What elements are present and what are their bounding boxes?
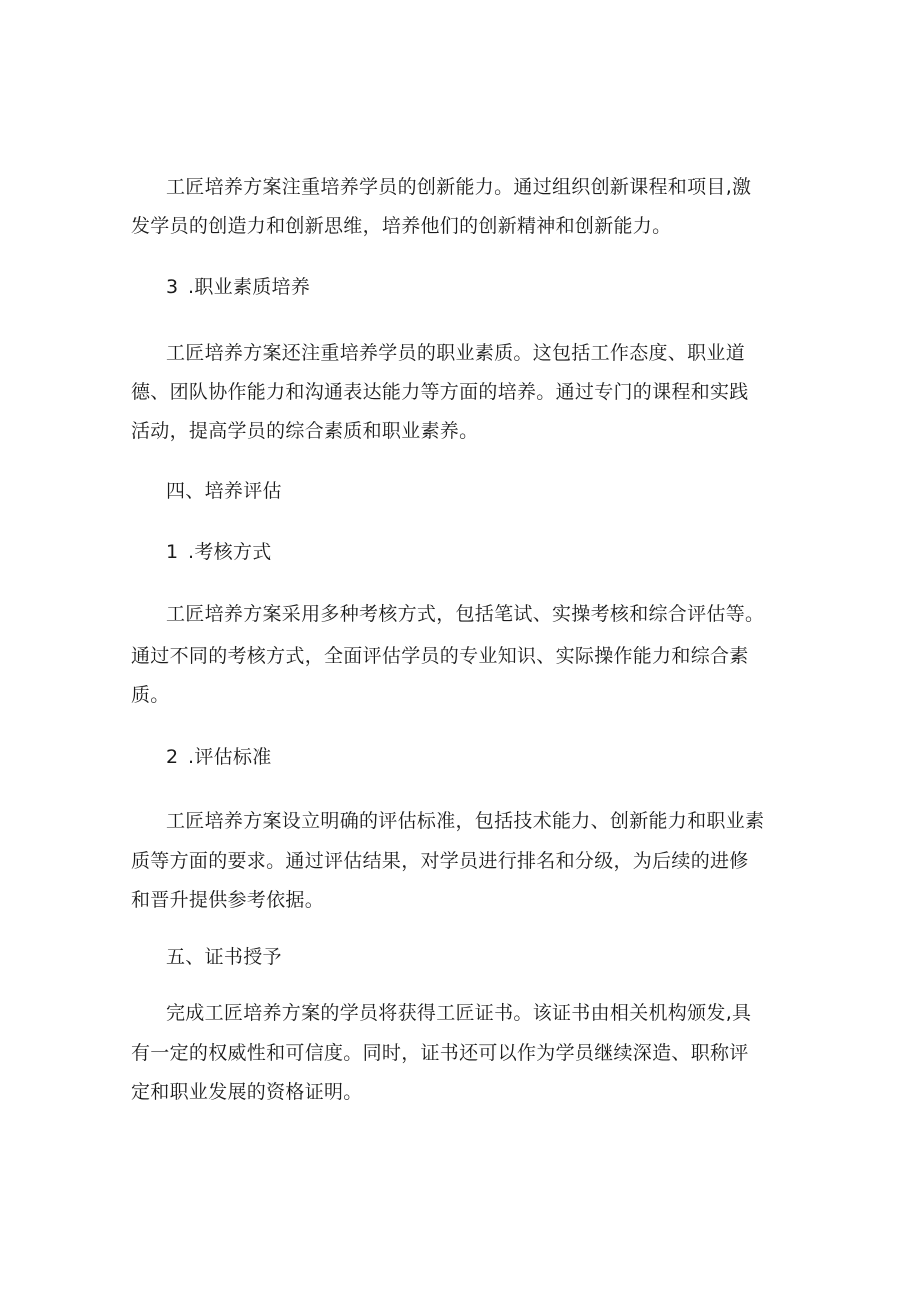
- paragraph-line: 质。: [131, 684, 170, 706]
- heading-text: 四、培养评估: [166, 480, 282, 502]
- heading-number: 2: [166, 746, 179, 768]
- section-heading-2: [166, 746, 272, 768]
- section-heading-1: [166, 541, 272, 563]
- paragraph-line: 通过不同的考核方式，全面评估学员的专业知识、实际操作能力和综合素: [131, 645, 749, 667]
- paragraph-line: 工匠培养方案还注重培养学员的职业素质。这包括工作态度、职业道: [166, 342, 746, 364]
- section-heading-four: [166, 480, 282, 502]
- heading-text: .评估标准: [188, 746, 272, 768]
- paragraph-line: 工匠培养方案设立明确的评估标准，包括技术能力、创新能力和职业素: [166, 810, 765, 832]
- paragraph-line: 活动，提高学员的综合素质和职业素养。: [131, 420, 479, 442]
- paragraph-line: 质等方面的要求。通过评估结果，对学员进行排名和分级，为后续的进修: [131, 850, 749, 872]
- paragraph-line: 德、团队协作能力和沟通表达能力等方面的培养。通过专门的课程和实践: [131, 381, 749, 403]
- paragraph-line: 有一定的权威性和可信度。同时，证书还可以作为学员继续深造、职称评: [131, 1042, 749, 1064]
- paragraph-line: 工匠培养方案采用多种考核方式，包括笔试、实操考核和综合评估等。: [166, 603, 765, 625]
- heading-text: 五、证书授予: [166, 946, 282, 968]
- paragraph-line: 完成工匠培养方案的学员将获得工匠证书。该证书由相关机构颁发,具: [166, 1002, 752, 1024]
- paragraph-line: 发学员的创造力和创新思维，培养他们的创新精神和创新能力。: [131, 215, 672, 237]
- heading-number: 3: [166, 276, 179, 298]
- heading-text: .考核方式: [188, 541, 272, 563]
- paragraph-line: 定和职业发展的资格证明。: [131, 1081, 363, 1103]
- paragraph-line: 工匠培养方案注重培养学员的创新能力。通过组织创新课程和项目,激: [166, 176, 752, 198]
- section-heading-five: [166, 946, 282, 968]
- section-heading-3: [166, 276, 310, 298]
- heading-text: .职业素质培养: [188, 276, 311, 298]
- paragraph-line: 和晋升提供参考依据。: [131, 889, 325, 911]
- heading-number: 1: [166, 541, 179, 563]
